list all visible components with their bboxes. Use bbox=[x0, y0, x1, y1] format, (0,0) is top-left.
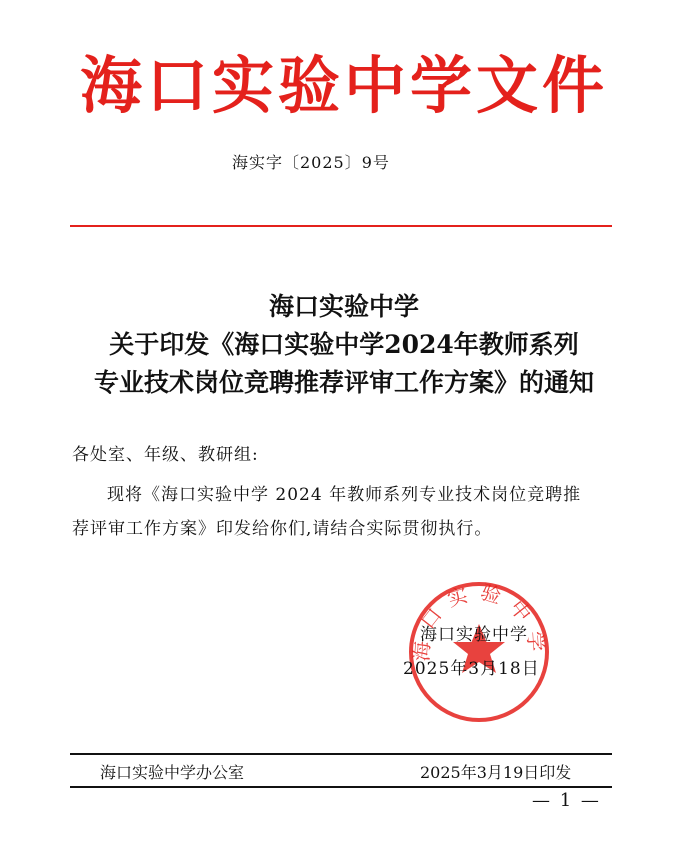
signature-org: 海口实验中学 bbox=[420, 625, 528, 645]
seal-text: 海口实验中学 bbox=[409, 579, 549, 663]
title-line-2: 关于印发《海口实验中学2024年教师系列 bbox=[109, 330, 579, 359]
footer-rule-bottom bbox=[70, 786, 612, 788]
body-line-1: 现将《海口实验中学 2024 年教师系列专业技术岗位竞聘推 bbox=[107, 485, 582, 505]
signature-date: 2025年3月18日 bbox=[403, 659, 540, 679]
document-number: 海实字〔2025〕9号 bbox=[232, 153, 390, 172]
body-line-2: 荐评审工作方案》印发给你们,请结合实际贯彻执行。 bbox=[72, 519, 493, 539]
red-divider bbox=[70, 225, 612, 227]
title-line-3: 专业技术岗位竞聘推荐评审工作方案》的通知 bbox=[93, 368, 594, 397]
footer-print-date: 2025年3月19日印发 bbox=[420, 763, 572, 782]
page-number: — 1 — bbox=[532, 790, 601, 811]
title-line-1: 海口实验中学 bbox=[268, 292, 419, 321]
footer-issuer: 海口实验中学办公室 bbox=[100, 763, 245, 782]
masthead-title: 海口实验中学文件 bbox=[79, 49, 608, 122]
official-seal bbox=[405, 578, 553, 726]
footer-rule-top bbox=[70, 753, 612, 755]
salutation: 各处室、年级、教研组: bbox=[72, 445, 259, 465]
